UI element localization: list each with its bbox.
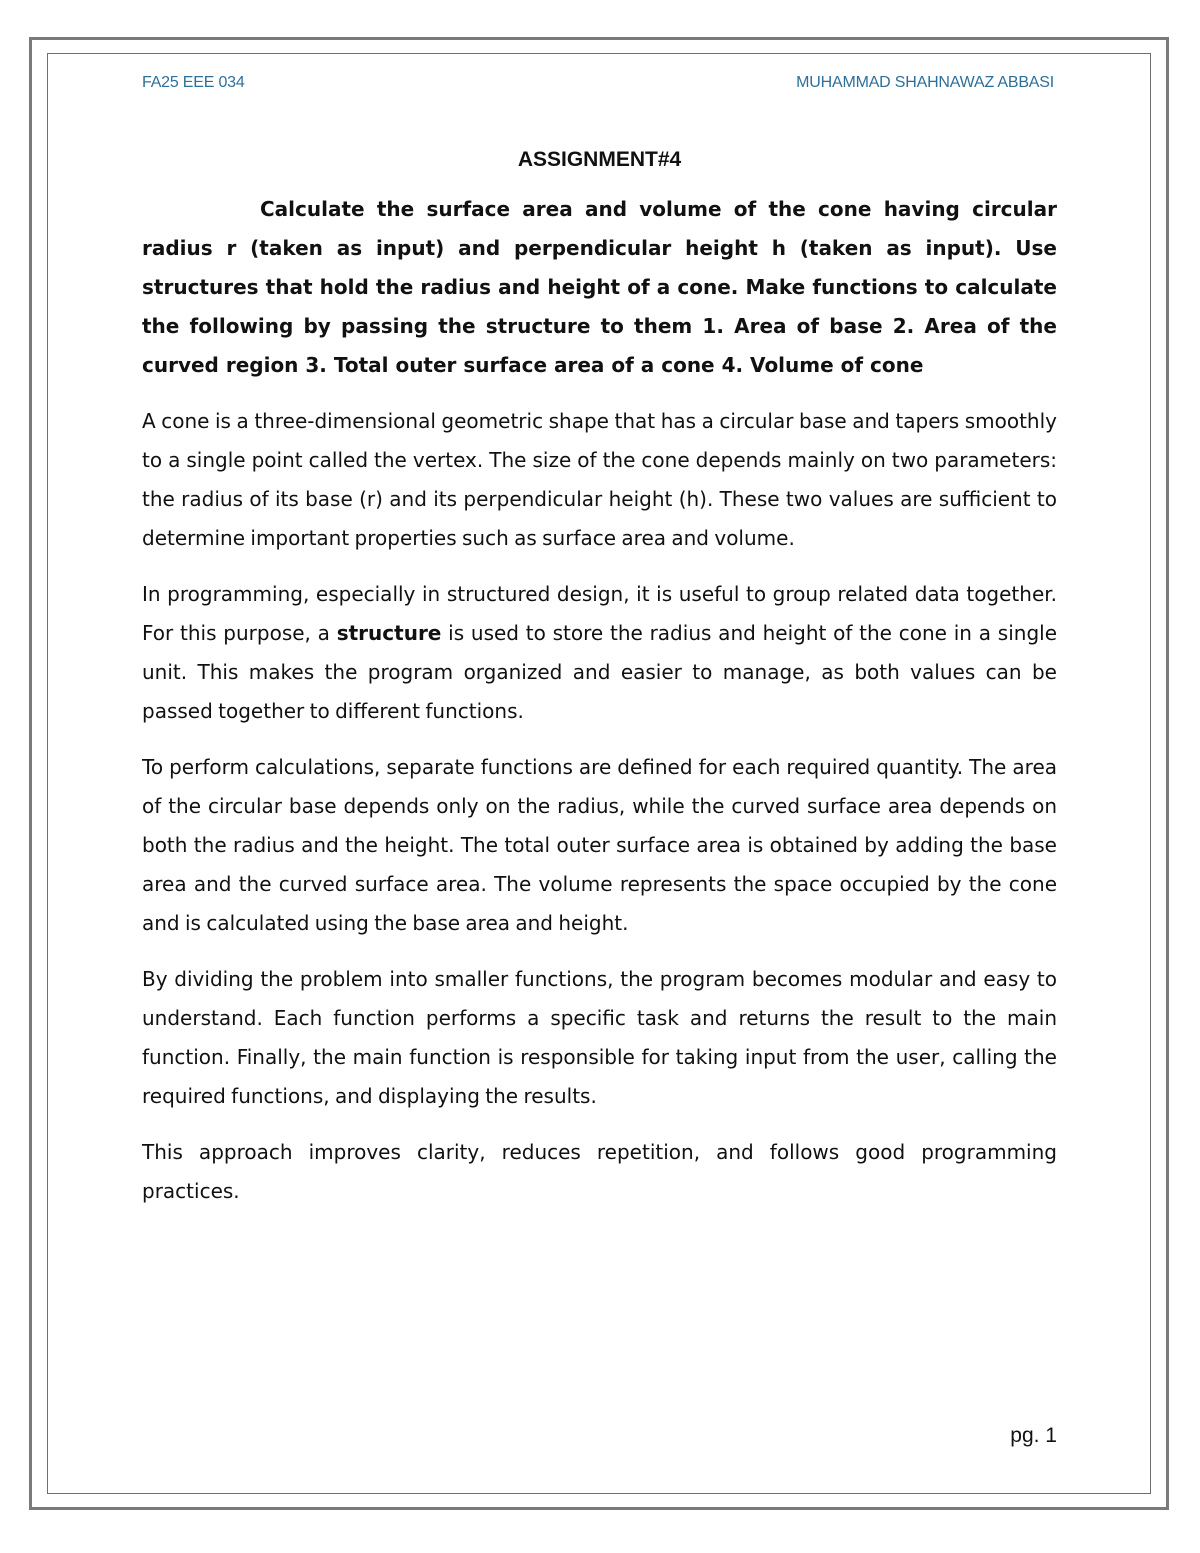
paragraph-structure	[142, 575, 1057, 731]
paragraph-calculations: To perform calculations, separate functions are defined for each required quantity. The area of the circular base depends only on the radius, while the curved surface area depends on both the radius and the height. The total outer surface area is obtained by adding the base area and the curved surface area. The volume represents the space occupied by the cone and is calculated using the base area and height.	[142, 755, 1057, 935]
header-student-name: MUHAMMAD SHAHNAWAZ ABBASI	[796, 74, 1054, 91]
page-number: pg. 1	[1010, 1424, 1057, 1447]
paragraph-structure-keyword: structure	[336, 621, 442, 645]
task-statement: Calculate the surface area and volume of the cone having circular radius r (taken as input) and perpendicular height h (taken as input). Use structures that hold the radius and height of a cone. Make functions to calculate the following by passing the structure to them 1. Area of base 2. Area of the curved region 3. Total outer surface area of a cone 4. Volume of cone	[142, 197, 1057, 377]
paragraph-structure-text-b: is used to store the radius and height of the cone in a single unit. This makes the program organized and easier to manage, as both values can be passed together to different functions.	[142, 621, 1057, 723]
paragraph-cone-definition: A cone is a three-dimensional geometric shape that has a circular base and tapers smoothly to a single point called the vertex. The size of the cone depends mainly on two parameters: the radius of its base (r) and its perpendicular height (h). These two values are sufficient to determine important properties such as surface area and volume.	[142, 409, 1057, 550]
header-student-id: FA25 EEE 034	[142, 74, 245, 91]
paragraph-structure-text-a: In programming, especially in structured design, it is useful to group related data together. For this purpose, a	[142, 582, 1057, 645]
paragraph-approach: This approach improves clarity, reduces repetition, and follows good programming practices.	[142, 1140, 1057, 1203]
document-body	[142, 144, 1057, 1228]
assignment-title: ASSIGNMENT#4	[517, 148, 682, 171]
paragraph-modular: By dividing the problem into smaller functions, the program becomes modular and easy to understand. Each function performs a specific task and returns the result to the main function. Finally, the main function is responsible for taking input from the user, calling the required functions, and displaying the results.	[142, 967, 1057, 1108]
